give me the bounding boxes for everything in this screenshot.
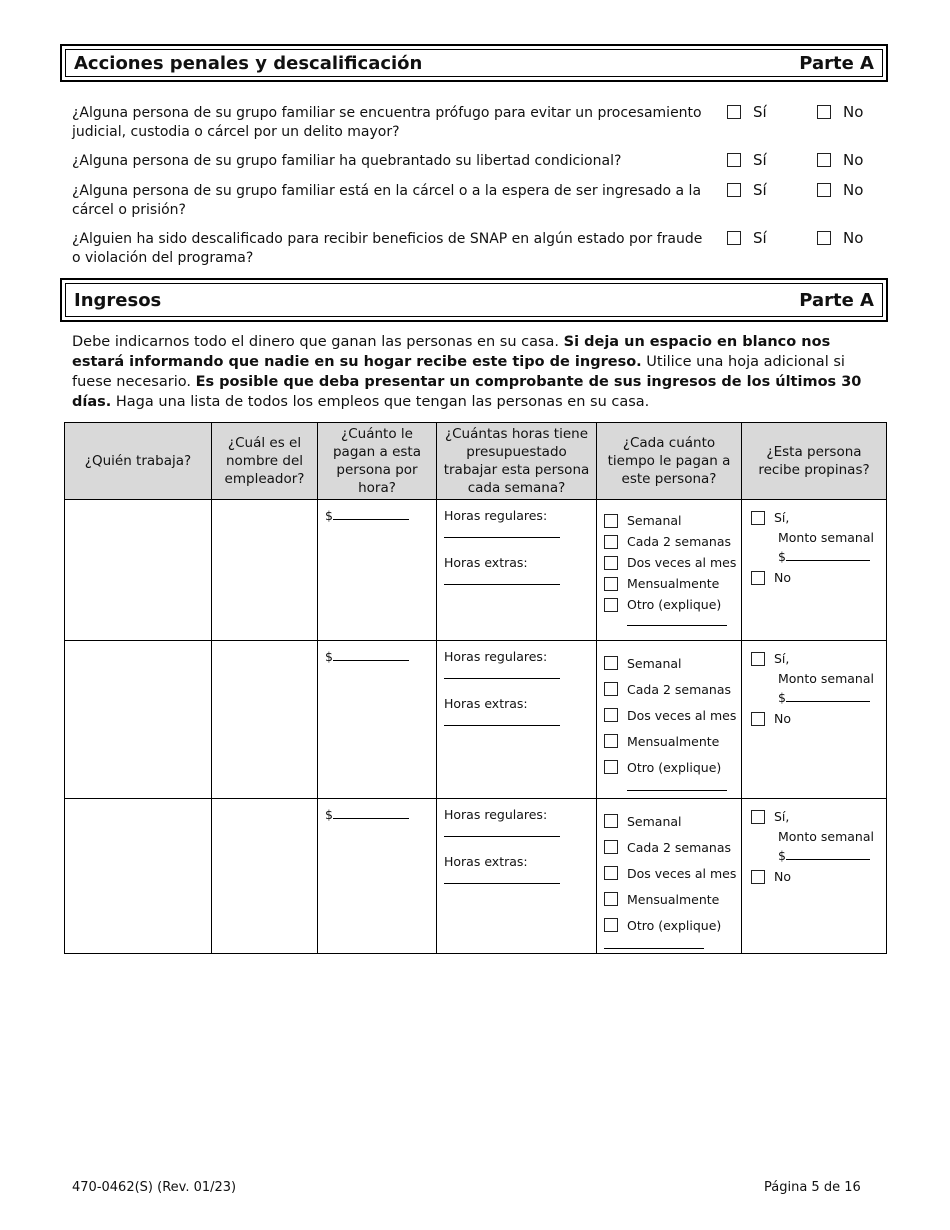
hourly-pay-cell[interactable]: $ (318, 500, 437, 641)
freq-weekly[interactable]: Semanal (604, 808, 741, 834)
checkbox[interactable] (604, 656, 618, 670)
page-number: Página 5 de 16 (764, 1180, 861, 1195)
freq-twice-monthly[interactable]: Dos veces al mes (604, 860, 741, 886)
form-id: 470-0462(S) (Rev. 01/23) (72, 1180, 237, 1195)
table-row (65, 500, 887, 641)
checkbox[interactable] (604, 918, 618, 932)
tips-no[interactable]: No (751, 570, 886, 585)
question-parole-yes[interactable]: Sí (727, 151, 767, 169)
regular-hours-label: Horas regulares: (444, 807, 548, 822)
checkbox[interactable] (604, 892, 618, 906)
regular-hours-label: Horas regulares: (444, 508, 548, 523)
checkbox[interactable] (604, 866, 618, 880)
weekly-amount-label: Monto semanal (778, 530, 874, 545)
checkbox[interactable] (751, 652, 765, 666)
table-header-row (65, 423, 887, 500)
regular-hours-line[interactable] (444, 836, 560, 837)
question-parole: ¿Alguna persona de su grupo familiar ha quebrantado su libertad condicional? (72, 153, 622, 169)
income-instructions: Debe indicarnos todo el dinero que ganan las personas en su casa. Si deja un espacio en blanco nos estará informando que nadie en su hogar recibe este tipo de ingreso. Utilice una hoja adicional si fuese necesario. Es posible que deba presentar un comprobante de sus ingresos de los últimos 30 días. Haga una lista de todos los empleos que tengan las personas en su casa. (72, 334, 862, 410)
tips-yes[interactable]: Sí, (751, 510, 886, 525)
header-pay-frequency: ¿Cada cuánto tiempo le pagan a este persona? (597, 423, 742, 500)
weekly-amount-label: Monto semanal (778, 671, 874, 686)
tips-no[interactable]: No (751, 711, 886, 726)
hourly-pay-cell[interactable]: $ (318, 641, 437, 799)
table-row (65, 799, 887, 954)
freq-twice-monthly[interactable]: Dos veces al mes (604, 552, 741, 573)
header-who-works: ¿Quién trabaja? (65, 423, 212, 500)
overtime-hours-label: Horas extras: (444, 854, 528, 869)
tips-cell (742, 641, 887, 799)
weekly-amount-label: Monto semanal (778, 829, 874, 844)
question-jail-no[interactable]: No (817, 181, 863, 199)
checkbox[interactable] (751, 870, 765, 884)
checkbox[interactable] (817, 183, 831, 197)
checkbox[interactable] (727, 153, 741, 167)
checkbox[interactable] (727, 183, 741, 197)
checkbox[interactable] (604, 734, 618, 748)
checkbox[interactable] (604, 577, 618, 591)
checkbox[interactable] (817, 153, 831, 167)
section-part: Parte A (799, 52, 874, 74)
question-snap-disqualified-no[interactable]: No (817, 229, 863, 247)
header-hourly-pay: ¿Cuánto le pagan a esta persona por hora? (318, 423, 437, 500)
freq-biweekly[interactable]: Cada 2 semanas (604, 676, 741, 702)
regular-hours-line[interactable] (444, 537, 560, 538)
checkbox[interactable] (604, 814, 618, 828)
pay-frequency-cell (597, 799, 742, 954)
freq-other[interactable]: Otro (explique) (604, 912, 741, 938)
freq-monthly[interactable]: Mensualmente (604, 728, 741, 754)
weekly-amount-field[interactable]: $ (778, 690, 886, 705)
checkbox[interactable] (604, 840, 618, 854)
weekly-hours-cell[interactable] (437, 500, 597, 641)
freq-monthly[interactable]: Mensualmente (604, 886, 741, 912)
checkbox[interactable] (817, 231, 831, 245)
checkbox[interactable] (727, 231, 741, 245)
hourly-pay-line[interactable] (333, 519, 409, 520)
tips-no[interactable]: No (751, 869, 886, 884)
hourly-pay-line[interactable] (333, 660, 409, 661)
question-jail-yes[interactable]: Sí (727, 181, 767, 199)
table-row (65, 641, 887, 799)
weekly-amount-field[interactable]: $ (778, 549, 886, 564)
employer-cell[interactable] (212, 799, 318, 954)
freq-twice-monthly[interactable]: Dos veces al mes (604, 702, 741, 728)
freq-other-explain-line[interactable] (604, 948, 704, 949)
checkbox[interactable] (817, 105, 831, 119)
regular-hours-label: Horas regulares: (444, 649, 548, 664)
who-works-cell[interactable] (65, 641, 212, 799)
hourly-pay-cell[interactable]: $ (318, 799, 437, 954)
overtime-hours-label: Horas extras: (444, 696, 528, 711)
checkbox[interactable] (751, 511, 765, 525)
tips-yes[interactable]: Sí, (751, 651, 886, 666)
weekly-amount-field[interactable]: $ (778, 848, 886, 863)
regular-hours-line[interactable] (444, 678, 560, 679)
overtime-hours-line[interactable] (444, 584, 560, 585)
overtime-hours-line[interactable] (444, 883, 560, 884)
weekly-hours-cell[interactable] (437, 641, 597, 799)
tips-cell (742, 500, 887, 641)
tips-yes[interactable]: Sí, (751, 809, 886, 824)
checkbox[interactable] (604, 535, 618, 549)
freq-biweekly[interactable]: Cada 2 semanas (604, 834, 741, 860)
employer-cell[interactable] (212, 500, 318, 641)
pay-frequency-cell (597, 641, 742, 799)
section-title: Acciones penales y descalificación (74, 52, 423, 74)
who-works-cell[interactable] (65, 500, 212, 641)
weekly-hours-cell[interactable] (437, 799, 597, 954)
freq-other-explain-line[interactable] (627, 625, 727, 626)
freq-other[interactable]: Otro (explique) (604, 754, 741, 780)
checkbox[interactable] (604, 682, 618, 696)
freq-other[interactable]: Otro (explique) (604, 594, 741, 615)
checkbox[interactable] (604, 598, 618, 612)
checkbox[interactable] (604, 556, 618, 570)
checkbox[interactable] (727, 105, 741, 119)
freq-weekly[interactable]: Semanal (604, 650, 741, 676)
section-header-income (60, 278, 888, 322)
section-title: Ingresos (74, 289, 162, 311)
employer-cell[interactable] (212, 641, 318, 799)
freq-weekly[interactable]: Semanal (604, 510, 741, 531)
checkbox[interactable] (751, 571, 765, 585)
question-parole-no[interactable]: No (817, 151, 863, 169)
freq-biweekly[interactable]: Cada 2 semanas (604, 531, 741, 552)
header-tips: ¿Esta persona recibe propinas? (742, 423, 887, 500)
who-works-cell[interactable] (65, 799, 212, 954)
question-snap-disqualified-yes[interactable]: Sí (727, 229, 767, 247)
checkbox[interactable] (604, 708, 618, 722)
checkbox[interactable] (751, 712, 765, 726)
tips-cell (742, 799, 887, 954)
freq-other-explain-line[interactable] (627, 790, 727, 791)
pay-frequency-cell (597, 500, 742, 641)
checkbox[interactable] (604, 514, 618, 528)
jobs-table (64, 422, 887, 954)
section-part: Parte A (799, 289, 874, 311)
header-weekly-hours: ¿Cuántas horas tiene presupuestado trabajar esta persona cada semana? (437, 423, 597, 500)
checkbox[interactable] (751, 810, 765, 824)
hourly-pay-line[interactable] (333, 818, 409, 819)
checkbox[interactable] (604, 760, 618, 774)
question-fugitive: ¿Alguna persona de su grupo familiar se encuentra prófugo para evitar un procesamiento judicial, custodia o cárcel por un delito mayor? (72, 105, 702, 140)
overtime-hours-label: Horas extras: (444, 555, 528, 570)
question-fugitive-no[interactable]: No (817, 103, 863, 121)
question-snap-disqualified: ¿Alguien ha sido descalificado para recibir beneficios de SNAP en algún estado por fraude o violación del programa? (72, 231, 703, 266)
freq-monthly[interactable]: Mensualmente (604, 573, 741, 594)
question-jail: ¿Alguna persona de su grupo familiar está en la cárcel o a la espera de ser ingresado a la cárcel o prisión? (72, 183, 702, 218)
header-employer: ¿Cuál es el nombre del empleador? (212, 423, 318, 500)
section-header-criminal (60, 44, 888, 82)
overtime-hours-line[interactable] (444, 725, 560, 726)
question-fugitive-yes[interactable]: Sí (727, 103, 767, 121)
